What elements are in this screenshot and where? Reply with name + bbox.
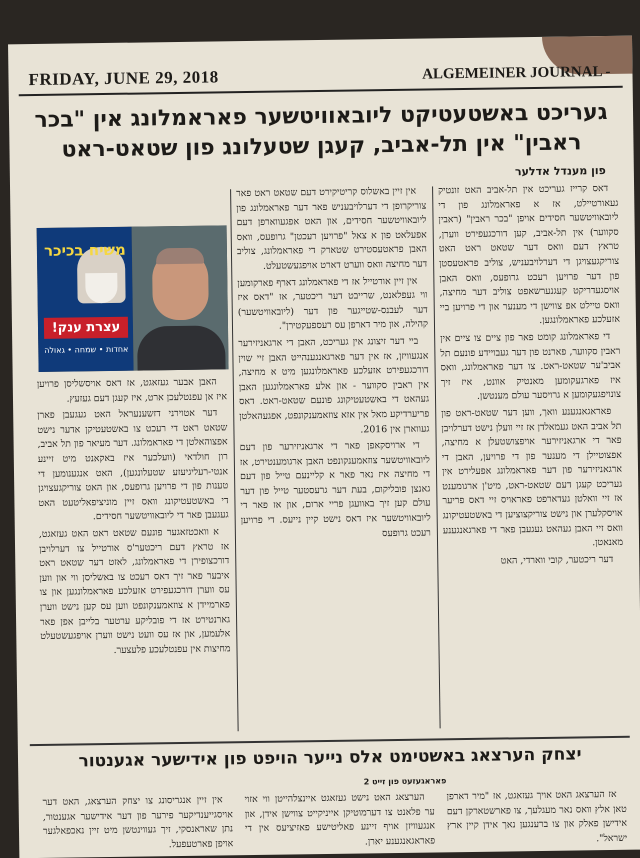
newspaper-page <box>8 36 640 858</box>
paragraph: ביי דער זיצונג אין געריכט, האבן די ארגאניזירער אנגעוויזן, אז אין דער פארגאנגענהייט האבן זיי שוין דורכגעפירט אזעלכע פאראמלונגען מיט א מחיצה, אין ראבין סקווער - און אלע פאראמלונגען האבן געהאט די באשטעטיקונג פונעם שטאט-ראט. דאס פריערדיקע מאל אין אזא צוזאמענקונפט, אפגעהאלטן געווארן אין 2016. <box>238 335 430 435</box>
paragraph: האבן אבער געזאגט, אז דאס אויסשליסן פרויען איז אן עפנטלעכן ארט, איז קעגן דעם געזעץ. <box>36 376 228 405</box>
second-article-column-right <box>446 788 627 853</box>
paragraph: די פאראמלונג קומט פאר פון ציים צו ציים אין ראבין סקווער, פארנט פון דער געבויידע פונעם תל אביב'ער שטאט-ראט. צו דער פאראמלונג, וואס איז פארגעקומען מאנטיק אוונט, איז זיך צונויפגעקומען א גרויסער עולם מענטשן. <box>440 330 622 403</box>
paragraph: אין זיין באשלוס קריטיקירט דעם שטאט ראט פאר צוריקרופן די דערלויבעניש פאר דער פאראמלונג פון ליובאוויטשער חסידים, און האט אפגעווארפן דעם אפעלאט פון א צאל "פרויען רעכטן" גרופעס, וואס האבן פראטעסטירט שטארק די פאראמלונג, צוליב דער מחיצה וואס ווערט דארט אויפגעשטעלט. <box>236 185 428 272</box>
portrait-body <box>137 325 226 372</box>
paragraph: אין זיין אנגריסונג צו יצחק הערצאג, האט דער אויסגייענדיקער פירער פון דער אידישער אגענטור, נתן שאראנסקי, זיך געווינטשן מיט זיין נאכפאלגער אויפן פארטעפעל. <box>42 794 234 850</box>
second-article-continuation: פאראגעזעט פון זייט 2 <box>363 776 447 787</box>
second-article-column-left <box>43 793 234 858</box>
article-photo <box>37 225 229 372</box>
article-column-middle <box>236 185 434 736</box>
paragraph: די ארויסקאפן פאר די ארגאניזירער פון דעם ליובאוויטשער צוזאמענקונפט האבן ארגומענטירט, אז די מחיצה איז נאר פאר א קליינעם טייל פון דעם גאנצן פובליקום, בעת דער גרעסטער טייל פון דער עולם קען זיך באוועגן פריי ארום, און אז פאר די ליובאוויטשער איז דאס נישט קיין נייעס. די פרויען רעכט גרופעס <box>239 439 431 539</box>
article-column-left <box>37 375 232 738</box>
portrait-hair <box>156 248 204 265</box>
paragraph: א וואכטזאגער פונעם שטאט ראט האט געזאגט, אז טראץ דעם ריכטער'ס אורטייל צו דערלויבן דורכצופירן די פאראמלונג, לאזט דער שטאט ראט איבער פאר זיך דאס רעכט צו באשליסן ווי און ווען עס ווערן דורכגעפירט אזעלכע פאראמלונגען און צו פארמיידן א צוזאמענקונפט ווען עס קען נישט ווערן גארנטירט אז די פובליקע ערטער בלייבן אפן פאר אלעמען, און אז עס וועט נישט ווערן אויפגעשטעלט מחיצות אין עפנטלעכע פלעצער. <box>38 526 231 656</box>
poster-banner: עצרת ענק! <box>44 317 128 339</box>
rally-poster <box>37 227 134 372</box>
article-headline: געריכט באשטעטיקט ליובאוויטשער פאראמלונג אין "בכר ראבין" אין תל-אביב, קעגן שטעלונג פון שטאט-ראט <box>34 99 608 163</box>
poster-title: משיח בכיכר <box>43 240 126 260</box>
article-byline: פון מענדל אדלער <box>514 164 606 179</box>
poster-subtitle: אחדות • שמחה • גאולה <box>44 344 129 355</box>
masthead <box>18 46 623 96</box>
journal-name: ALGEMEINER JOURNAL - <box>422 63 611 83</box>
paragraph: אין זיין אורטייל אז די פאראמלונג דארף פארקומען ווי געפלאנט, שרייבט דער ריכטער, אז "דאס איז דער לעבנס-שטייגער פון דער (ליובאוויטשער) קהילה, און מיר דארפן עס רעספעקטירן". <box>237 275 429 332</box>
second-article-column-middle <box>245 790 436 855</box>
paragraph: דער אטוירני דזשענעראל האט געגעבן פארן שטאט ראט די רעכט צו באשטעטיקן אדער נישט אפצוהאלטן די פאראמלונג. דער מעיאר פון תל אביב, רון חולדאי (וועלכער איז באקאנט מיט זיינע אנטי-רעליגיעזע שטעלונגען), האט אנגענומען די טענות פון די פרויען גרופעס, און האט צוריקגעצויגן די באשטעטיקונג וואס זיין מוניציפאליטעט האט געגעבן פאר די ליובאוויטשער חסידים. <box>37 407 229 523</box>
paragraph: דאס קרייז געריכט אין תל-אביב האט זונטיק געאורטיילט, אז א פאראמלונג פון די ליובאוויטשער חסידים אויפן "בכר ראבין" (ראבין סקווער) אין תל-אביב, קען דורכגעפירט ווערן, טראץ דעם וואס דער שטאט ראט האט צוריקגעצויגן די דערלויבעניש, צוליב פראטעסטן פון דער פרויען רעכט גרופעס, וואס האבן אויסגעדריקט קעגנערשאפט צוליב דער מחיצה, וואס טיילט אפ צווישן די מענער און די פרויען ביי אזעלכע פאראמלונגען. <box>438 182 621 327</box>
article-column-right <box>438 182 626 732</box>
paragraph: דער ריכטער, קובי ווארדי, האט <box>500 553 614 567</box>
mayor-portrait <box>132 225 229 370</box>
paragraph: הערצאג האט נישט געזאגט איינצלהייטן ווי אזוי ער פלאנט צו דערמוטיקן אייניקייט צווישן אידן, און אנגעוויזן אויף זיינע פאליטישע פאזיציעס אין די פאראגאנגענע יארן. <box>244 791 436 848</box>
second-article-headline: יצחק הערצאג באשטימט אלס נייער הויפט פון אידישער אגענטור <box>78 744 582 772</box>
paragraph: אז הערצאג האט אויך געזאגט, אז "מיר דארפן טאן אלץ וואס נאר מעגלעך, צו פארשטארקן דעם אידישן פאלק און צו ברענגען נאך אידן קיין ארץ ישראל". <box>446 788 628 845</box>
paragraph: פאראגאנגענע וואך, ווען דער שטאט-ראט פון תל אביב האט געמאלדן אז זיי וועלן נישט דערלויבן פאר די ארגאניזירער אויפצושטעלן א מחיצה, אפצוטיילן די מענער פון די פרויען, האבן די ארגאניזירער פון דער פאראמלונג אפעלירט אין געריכט קעגן דעם שטאט-ראט, מיט'ן ארגומענט אז זיי וואלטן געדארפט פאראויס זיי דאס פריער אויסקלערן און נישט צוריקצוציען די באשטעטיקונג וואס זיי האבן געהאט געגעבן פאר די פארגאנגענע מאנאטן. <box>441 405 624 549</box>
issue-date: FRIDAY, JUNE 29, 2018 <box>28 67 219 90</box>
